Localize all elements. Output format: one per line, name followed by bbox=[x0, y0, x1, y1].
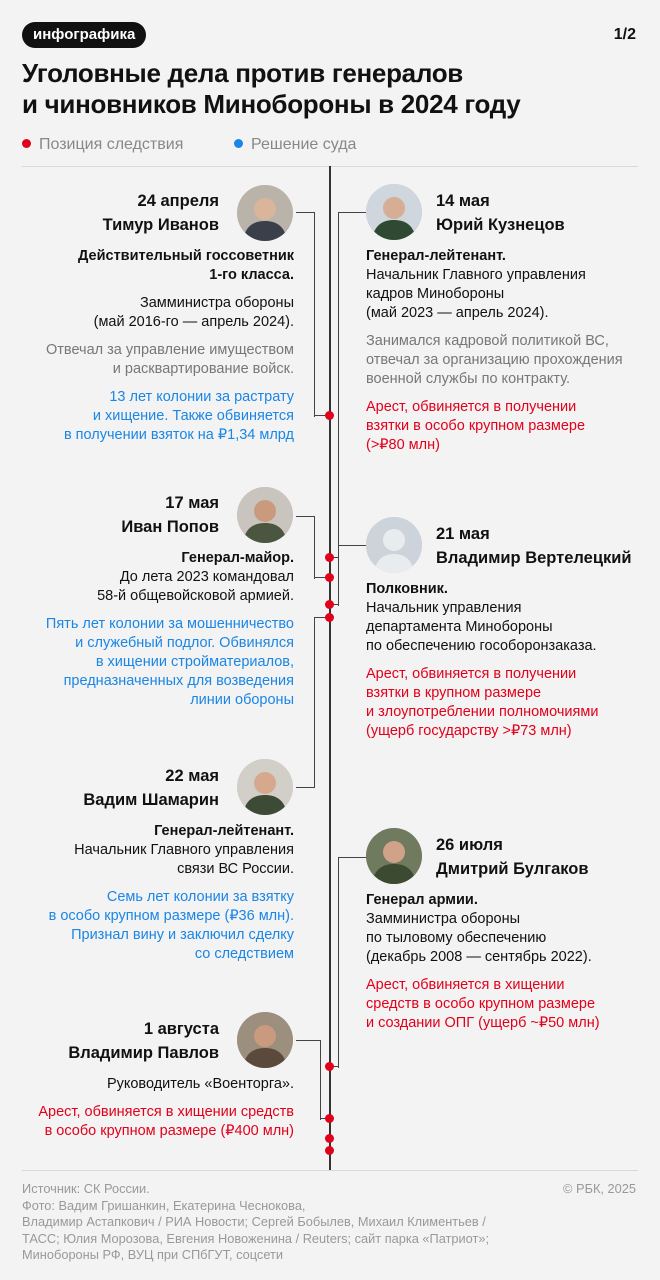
legend-court bbox=[234, 136, 356, 154]
text-line: линии обороны bbox=[190, 692, 294, 708]
text-line: Начальник Главного управления bbox=[366, 267, 586, 283]
text-line: Начальник Главного управления bbox=[74, 842, 294, 858]
case-position bbox=[9, 841, 294, 879]
case-name: Владимир Вертелецкий bbox=[436, 549, 632, 567]
case-card-kuznetsov bbox=[366, 189, 646, 455]
source-line: Источник: СК России. bbox=[22, 1181, 150, 1196]
case-name: Юрий Кузнецов bbox=[436, 216, 565, 234]
case-rank bbox=[9, 549, 294, 568]
case-rank bbox=[366, 891, 646, 910]
connector bbox=[296, 617, 315, 788]
legend-court-label: Решение суда bbox=[251, 136, 357, 153]
text-line: 58-й общевойсковой армией. bbox=[97, 588, 294, 604]
case-name: Владимир Павлов bbox=[68, 1044, 219, 1062]
red-dot-icon bbox=[22, 139, 31, 148]
text-line: Начальник управления bbox=[366, 600, 522, 616]
case-date: 14 мая bbox=[436, 192, 490, 210]
page-title bbox=[22, 58, 632, 120]
text-line: Семь лет колонии за взятку bbox=[106, 889, 294, 905]
title-line: Уголовные дела против генералов bbox=[22, 58, 463, 88]
text-line: 1-го класса. bbox=[209, 267, 294, 283]
case-name: Иван Попов bbox=[121, 518, 219, 536]
text-line: Пять лет колонии за мошенничество bbox=[45, 616, 294, 632]
case-rank bbox=[9, 247, 294, 285]
text-line: Генерал армии. bbox=[366, 892, 478, 908]
text-line: и расквартирование войск. bbox=[112, 361, 294, 377]
divider bbox=[22, 1170, 638, 1171]
timeline-node bbox=[325, 613, 334, 622]
timeline-node bbox=[325, 573, 334, 582]
infographic-tag: инфографика bbox=[22, 22, 146, 48]
timeline-node bbox=[325, 411, 334, 420]
case-date: 24 апреля bbox=[137, 192, 219, 210]
case-verdict bbox=[9, 388, 294, 445]
case-position bbox=[366, 599, 646, 656]
text-line: предназначенных для возведения bbox=[63, 673, 294, 689]
connector bbox=[296, 212, 315, 417]
text-line: Арест, обвиняется в получении bbox=[366, 666, 577, 682]
connector bbox=[338, 212, 367, 559]
case-rank bbox=[366, 580, 646, 599]
text-line: До лета 2023 командовал bbox=[119, 569, 294, 585]
case-verdict bbox=[366, 665, 646, 741]
case-verdict bbox=[366, 976, 646, 1033]
case-note bbox=[366, 332, 646, 389]
title-line: и чиновников Минобороны в 2024 году bbox=[22, 89, 521, 119]
text-line: кадров Минобороны bbox=[366, 286, 505, 302]
text-line: взятки в особо крупном размере bbox=[366, 418, 586, 434]
timeline-axis bbox=[329, 166, 331, 1170]
case-card-popov bbox=[9, 491, 294, 710]
text-line: (май 2023 — апрель 2024). bbox=[366, 305, 549, 321]
text-line: Занимался кадровой политикой ВС, bbox=[366, 333, 609, 349]
text-line: Генерал-лейтенант. bbox=[154, 823, 294, 839]
case-card-verteletsky bbox=[366, 522, 646, 741]
case-date: 1 августа bbox=[143, 1020, 219, 1038]
case-verdict bbox=[9, 615, 294, 710]
footer-sources bbox=[22, 1181, 542, 1264]
text-line: со следствием bbox=[194, 946, 294, 962]
case-date: 17 мая bbox=[165, 494, 219, 512]
case-position bbox=[9, 568, 294, 606]
text-line: Арест, обвиняется в хищении bbox=[366, 977, 565, 993]
case-position bbox=[366, 266, 646, 323]
connector bbox=[338, 545, 367, 606]
text-line: Генерал-майор. bbox=[181, 550, 294, 566]
text-line: в особо крупном размере (₽400 млн) bbox=[44, 1123, 294, 1139]
text-line: по обеспечению гособоронзаказа. bbox=[366, 638, 597, 654]
text-line: связи ВС России. bbox=[177, 861, 294, 877]
text-line: Замминистра обороны bbox=[139, 295, 294, 311]
text-line: и создании ОПГ (ущерб ~₽50 млн) bbox=[366, 1015, 600, 1031]
case-date: 21 мая bbox=[436, 525, 490, 543]
text-line: департамента Минобороны bbox=[366, 619, 553, 635]
text-line: Признал вину и заключил сделку bbox=[71, 927, 294, 943]
connector bbox=[296, 516, 315, 579]
legend-investigation-label: Позиция следствия bbox=[39, 136, 184, 153]
text-line: военной службы по контракту. bbox=[366, 371, 571, 387]
text-line: (ущерб государству >₽73 млн) bbox=[366, 723, 572, 739]
case-note bbox=[9, 341, 294, 379]
text-line: в хищении стройматериалов, bbox=[95, 654, 294, 670]
text-line: (>₽80 млн) bbox=[366, 437, 440, 453]
case-card-pavlov bbox=[9, 1017, 294, 1141]
text-line: взятки в крупном размере bbox=[366, 685, 542, 701]
page-number: 1/2 bbox=[613, 26, 636, 43]
text-line: Арест, обвиняется в получении bbox=[366, 399, 577, 415]
case-date: 22 мая bbox=[165, 767, 219, 785]
text-line: Отвечал за управление имуществом bbox=[46, 342, 294, 358]
timeline-node bbox=[325, 1134, 334, 1143]
text-line: (декабрь 2008 — сентябрь 2022). bbox=[366, 949, 592, 965]
connector bbox=[338, 857, 367, 1068]
text-line: по тыловому обеспечению bbox=[366, 930, 547, 946]
case-card-ivanov bbox=[9, 189, 294, 445]
case-name: Дмитрий Булгаков bbox=[436, 860, 589, 878]
text-line: Арест, обвиняется в хищении средств bbox=[38, 1104, 294, 1120]
legend-investigation bbox=[22, 136, 183, 154]
timeline-node bbox=[325, 1114, 334, 1123]
text-line: Руководитель «Военторга». bbox=[106, 1076, 294, 1092]
text-line: отвечал за организацию прохождения bbox=[366, 352, 623, 368]
timeline-node bbox=[325, 553, 334, 562]
case-position bbox=[366, 910, 646, 967]
source-line: Владимир Астапкович / РИА Новости; Сергей Бобылев, Михаил Климентьев / bbox=[22, 1214, 486, 1229]
case-verdict bbox=[9, 1103, 294, 1141]
text-line: средств в особо крупном размере bbox=[366, 996, 596, 1012]
source-line: ТАСС; Юлия Морозова, Евгения Новоженина / Reuters; сайт парка «Патриот»; bbox=[22, 1230, 490, 1246]
text-line: и служебный подлог. Обвинялся bbox=[75, 635, 294, 651]
case-card-bulgakov bbox=[366, 833, 646, 1033]
case-position bbox=[9, 294, 294, 332]
case-name: Вадим Шамарин bbox=[83, 791, 219, 809]
case-position bbox=[9, 1075, 294, 1094]
source-line: Фото: Вадим Гришанкин, Екатерина Чеснокова, bbox=[22, 1197, 306, 1213]
case-rank bbox=[366, 247, 646, 266]
case-name: Тимур Иванов bbox=[102, 216, 219, 234]
timeline-node bbox=[325, 600, 334, 609]
timeline-node bbox=[325, 1146, 334, 1155]
text-line: Полковник. bbox=[366, 581, 448, 597]
text-line: 13 лет колонии за растрату bbox=[109, 389, 294, 405]
source-line: Минобороны РФ, ВУЦ при СПбГУТ, соцсети bbox=[22, 1247, 284, 1262]
case-date: 26 июля bbox=[436, 836, 503, 854]
connector bbox=[296, 1040, 321, 1120]
text-line: и злоупотреблении полномочиями bbox=[366, 704, 599, 720]
timeline-node bbox=[325, 1062, 334, 1071]
case-card-shamarin bbox=[9, 764, 294, 964]
text-line: и хищение. Также обвиняется bbox=[92, 408, 294, 424]
text-line: в особо крупном размере (₽36 млн). bbox=[48, 908, 294, 924]
text-line: Замминистра обороны bbox=[366, 911, 521, 927]
blue-dot-icon bbox=[234, 139, 243, 148]
text-line: Действительный госсоветник bbox=[78, 248, 294, 264]
case-rank bbox=[9, 822, 294, 841]
copyright: © РБК, 2025 bbox=[563, 1181, 636, 1196]
case-verdict bbox=[9, 888, 294, 964]
text-line: в получении взяток на ₽1,34 млрд bbox=[63, 427, 294, 443]
text-line: (май 2016-го — апрель 2024). bbox=[93, 314, 294, 330]
text-line: Генерал-лейтенант. bbox=[366, 248, 506, 264]
case-verdict bbox=[366, 398, 646, 455]
